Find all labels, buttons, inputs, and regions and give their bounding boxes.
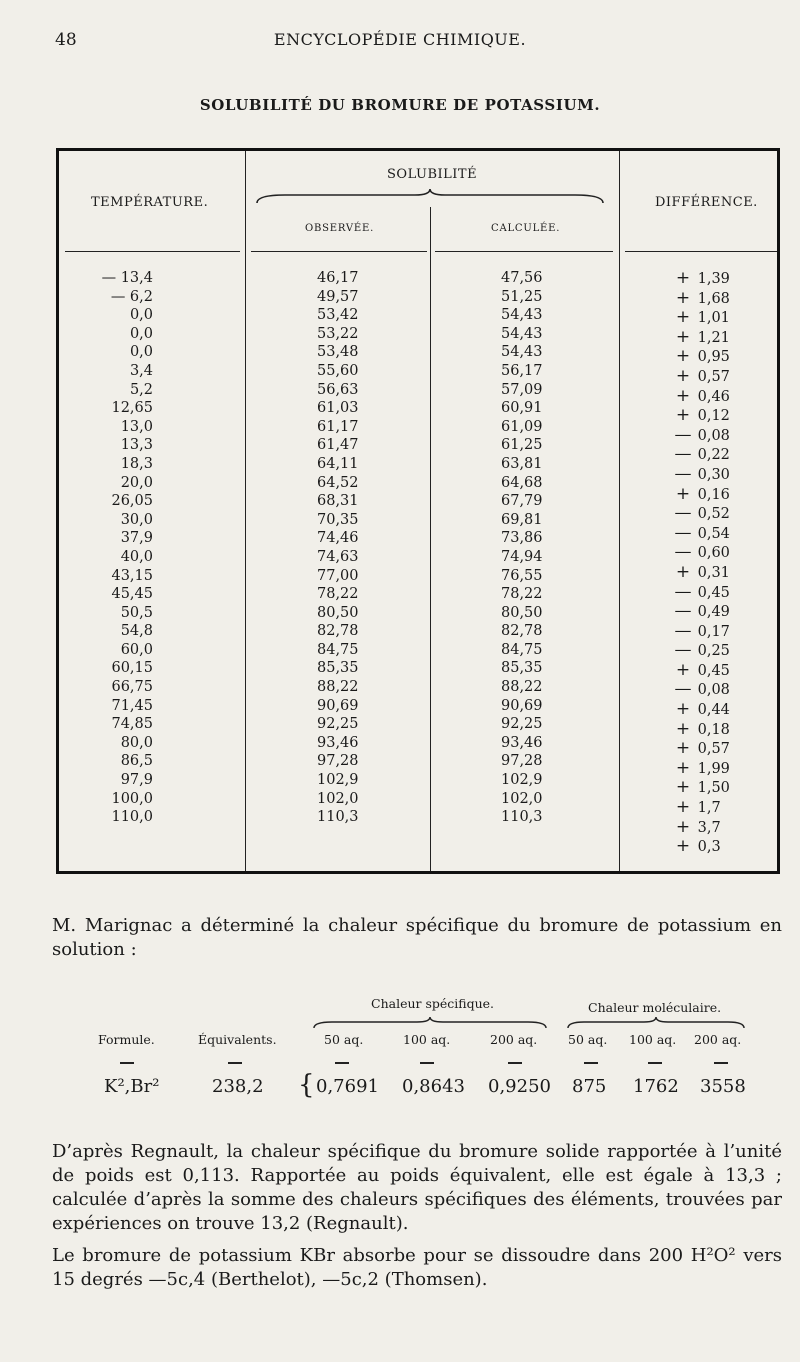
cell-diff-sign: + xyxy=(675,659,691,680)
header-chaleur-specifique: Chaleur spécifique. xyxy=(371,996,495,1011)
cell-temp: 97,9 xyxy=(120,772,153,789)
specific-heat-table xyxy=(0,990,800,1110)
cell-obs: 64,11 xyxy=(317,455,359,472)
header-observee: OBSERVÉE. xyxy=(305,223,375,234)
cell-diff-value: 0,45 xyxy=(693,662,730,679)
cell-diff xyxy=(673,680,730,700)
col-100aq-mol: 100 aq. xyxy=(629,1032,677,1047)
cell-diff-sign: — xyxy=(674,503,692,524)
cell-diff-sign: + xyxy=(675,816,691,837)
cell-diff-value: 0,57 xyxy=(693,741,730,758)
cell-calc: 84,75 xyxy=(501,641,543,658)
cell-calc: 61,25 xyxy=(501,437,543,454)
cell-temp: 60,0 xyxy=(120,641,153,658)
cell-calc: 57,09 xyxy=(501,381,543,398)
cell-calc: 56,17 xyxy=(501,362,543,379)
cell-diff-sign: + xyxy=(675,699,691,720)
cell-diff-value: 1,21 xyxy=(693,329,730,346)
cell-calc: 97,28 xyxy=(501,753,543,770)
cell-diff-value: 0,60 xyxy=(693,545,730,562)
cell-calc: 88,22 xyxy=(501,679,543,696)
running-title: ENCYCLOPÉDIE CHIMIQUE. xyxy=(273,30,527,49)
cell-temp: 100,0 xyxy=(111,790,153,807)
cell-diff-sign: — xyxy=(674,640,692,661)
brace-chaleur-specifique xyxy=(312,1016,548,1030)
dash xyxy=(508,1062,522,1064)
value-50aq-mol: 875 xyxy=(572,1076,607,1097)
cell-calc: 92,25 xyxy=(501,716,543,733)
value-100aq: 0,8643 xyxy=(402,1076,465,1097)
cell-obs: 53,42 xyxy=(317,307,359,324)
cell-diff-sign: — xyxy=(674,620,692,641)
value-50aq: 0,7691 xyxy=(316,1076,379,1097)
col-200aq: 200 aq. xyxy=(490,1032,538,1047)
cell-diff-value: 0,08 xyxy=(693,427,730,444)
cell-diff-sign: + xyxy=(675,405,691,426)
brace-chaleur-moleculaire xyxy=(566,1016,746,1030)
cell-diff xyxy=(673,308,730,328)
cell-diff-sign: — xyxy=(674,601,692,622)
cell-temp: 26,05 xyxy=(111,493,153,510)
cell-diff xyxy=(673,289,730,309)
cell-diff-sign: + xyxy=(675,346,691,367)
cell-diff-value: 0,18 xyxy=(693,721,730,738)
cell-obs: 84,75 xyxy=(317,641,359,658)
cell-calc: 73,86 xyxy=(501,530,543,547)
cell-diff-sign: + xyxy=(675,797,691,818)
cell-temp: 86,5 xyxy=(120,753,153,770)
cell-diff-value: 0,16 xyxy=(693,486,730,503)
header-rule xyxy=(435,251,613,252)
cell-temp: 54,8 xyxy=(120,623,153,640)
dash xyxy=(335,1062,349,1064)
cell-obs: 55,60 xyxy=(317,362,359,379)
cell-obs: 85,35 xyxy=(317,660,359,677)
cell-temp: 5,2 xyxy=(129,381,153,398)
cell-calc: 80,50 xyxy=(501,604,543,621)
cell-calc: 63,81 xyxy=(501,455,543,472)
solubility-table xyxy=(56,148,780,874)
value-200aq-mol: 3558 xyxy=(700,1076,746,1097)
cell-obs: 64,52 xyxy=(317,474,359,491)
cell-diff-value: 0,54 xyxy=(693,525,730,542)
cell-diff-value: 0,12 xyxy=(693,408,730,425)
cell-diff-value: 0,44 xyxy=(693,702,730,719)
header-rule xyxy=(251,251,427,252)
equivalent-value: 238,2 xyxy=(212,1076,264,1097)
cell-temp: — 6,2 xyxy=(110,288,153,305)
cell-diff-value: 1,39 xyxy=(693,271,730,287)
cell-diff-sign: + xyxy=(675,738,691,759)
cell-diff-value: 0,22 xyxy=(693,447,730,464)
cell-diff-value: 0,25 xyxy=(693,643,730,660)
cell-obs: 90,69 xyxy=(317,697,359,714)
cell-diff xyxy=(673,367,730,387)
cell-diff xyxy=(673,641,730,661)
solubilite-brace xyxy=(255,187,605,207)
col-divider xyxy=(619,151,620,871)
cell-calc: 61,09 xyxy=(501,418,543,435)
cell-calc: 74,94 xyxy=(501,548,543,565)
cell-obs: 61,47 xyxy=(317,437,359,454)
formula-value: K²,Br² xyxy=(104,1076,160,1097)
cell-diff-value: 0,31 xyxy=(693,564,730,581)
cell-diff-value: 0,52 xyxy=(693,506,730,523)
cell-diff-sign: — xyxy=(674,522,692,543)
cell-diff-value: 0,3 xyxy=(693,839,721,856)
label-formule: Formule. xyxy=(98,1032,155,1047)
cell-diff-value: 1,7 xyxy=(693,800,721,817)
brace-left: { xyxy=(298,1070,315,1100)
cell-obs: 56,63 xyxy=(317,381,359,398)
cell-obs: 102,0 xyxy=(317,790,359,807)
cell-diff xyxy=(673,445,730,465)
cell-diff xyxy=(673,837,730,857)
col-100aq: 100 aq. xyxy=(403,1032,451,1047)
paragraph-regnault: D’après Regnault, la chaleur spécifique du bromure solide rapportée à l’unité de poids est 0,113. Rapportée au poids équivalent, elle est égale à 13,3 ; calculée d’après la somme des chaleurs spécifiques des éléments, trouvées par expériences on trouve 13,2 (Regnault). xyxy=(52,1141,782,1234)
cell-diff-value: 0,17 xyxy=(693,623,730,640)
cell-diff-sign: + xyxy=(675,561,691,582)
cell-temp: 12,65 xyxy=(111,400,153,417)
cell-diff-value: 0,57 xyxy=(693,368,730,385)
cell-temp: 30,0 xyxy=(120,511,153,528)
cell-calc: 93,46 xyxy=(501,734,543,751)
cell-diff-value: 1,01 xyxy=(693,310,730,327)
cell-diff-sign: — xyxy=(674,581,692,602)
dash xyxy=(120,1062,134,1064)
cell-obs: 68,31 xyxy=(317,493,359,510)
cell-diff-value: 3,7 xyxy=(693,819,721,836)
cell-calc: 102,0 xyxy=(501,790,543,807)
cell-temp: 71,45 xyxy=(111,697,153,714)
cell-diff xyxy=(673,759,730,779)
cell-temp: 74,85 xyxy=(111,716,153,733)
page-number: 48 xyxy=(55,30,77,50)
cell-temp: 0,0 xyxy=(129,325,153,342)
cell-obs: 74,63 xyxy=(317,548,359,565)
cell-diff-value: 0,45 xyxy=(693,584,730,601)
col-divider xyxy=(245,151,246,871)
cell-diff-value: 0,49 xyxy=(693,604,730,621)
col-divider xyxy=(430,207,431,871)
cell-temp: 45,45 xyxy=(111,586,153,603)
cell-diff-sign: + xyxy=(675,757,691,778)
cell-calc: 54,43 xyxy=(501,325,543,342)
cell-calc: 90,69 xyxy=(501,697,543,714)
cell-diff xyxy=(673,622,730,642)
cell-diff xyxy=(673,504,730,524)
cell-diff-value: 0,95 xyxy=(693,349,730,366)
cell-temp: 3,4 xyxy=(129,362,153,379)
cell-diff-sign: — xyxy=(674,444,692,465)
cell-diff-sign: — xyxy=(674,463,692,484)
cell-diff-value: 1,50 xyxy=(693,780,730,797)
cell-diff xyxy=(673,583,730,603)
cell-temp: 60,15 xyxy=(111,660,153,677)
cell-obs: 74,46 xyxy=(317,530,359,547)
paragraph-dissolution: Le bromure de potassium KBr absorbe pour se dissoudre dans 200 H²O² vers 15 degrés —5c,4 (Berthelot), —5c,2 (Thomsen). xyxy=(52,1245,782,1290)
cell-diff xyxy=(673,818,730,838)
cell-calc: 85,35 xyxy=(501,660,543,677)
calculee-column xyxy=(501,269,543,827)
cell-diff-sign: — xyxy=(674,424,692,445)
cell-diff xyxy=(673,269,730,289)
cell-temp: 80,0 xyxy=(120,734,153,751)
cell-calc: 78,22 xyxy=(501,586,543,603)
col-50aq-mol: 50 aq. xyxy=(568,1032,608,1047)
dash xyxy=(228,1062,242,1064)
cell-obs: 97,28 xyxy=(317,753,359,770)
cell-temp: 18,3 xyxy=(120,455,153,472)
cell-temp: 13,0 xyxy=(120,418,153,435)
cell-calc: 64,68 xyxy=(501,474,543,491)
dash xyxy=(420,1062,434,1064)
cell-diff xyxy=(673,543,730,563)
cell-diff-sign: + xyxy=(675,836,691,857)
cell-obs: 93,46 xyxy=(317,734,359,751)
cell-obs: 46,17 xyxy=(317,270,359,286)
cell-obs: 70,35 xyxy=(317,511,359,528)
header-calculee: CALCULÉE. xyxy=(491,223,561,234)
cell-diff-value: 1,68 xyxy=(693,290,730,307)
value-100aq-mol: 1762 xyxy=(633,1076,679,1097)
cell-temp: 0,0 xyxy=(129,344,153,361)
dash xyxy=(714,1062,728,1064)
cell-temp: 37,9 xyxy=(120,530,153,547)
header-rule xyxy=(65,251,240,252)
cell-diff-sign: — xyxy=(674,542,692,563)
header-chaleur-moleculaire: Chaleur moléculaire. xyxy=(588,1000,722,1015)
cell-calc: 110,3 xyxy=(501,809,543,826)
cell-diff-sign: + xyxy=(675,365,691,386)
cell-calc: 69,81 xyxy=(501,511,543,528)
cell-obs: 110,3 xyxy=(317,809,359,826)
label-equivalents: Équivalents. xyxy=(198,1032,277,1047)
cell-obs: 53,48 xyxy=(317,344,359,361)
cell-diff-sign: + xyxy=(675,385,691,406)
cell-calc: 47,56 xyxy=(501,270,543,286)
cell-diff xyxy=(673,661,730,681)
cell-calc: 60,91 xyxy=(501,400,543,417)
cell-diff-sign: + xyxy=(675,777,691,798)
cell-diff xyxy=(673,524,730,544)
cell-diff xyxy=(673,720,730,740)
cell-calc: 67,79 xyxy=(501,493,543,510)
temperature-column xyxy=(59,269,153,827)
cell-obs: 88,22 xyxy=(317,679,359,696)
cell-diff xyxy=(673,406,730,426)
paragraph-marignac: M. Marignac a déterminé la chaleur spécifique du bromure de potassium en solution : xyxy=(52,915,782,960)
col-50aq: 50 aq. xyxy=(324,1032,364,1047)
cell-diff-sign: — xyxy=(674,679,692,700)
cell-diff xyxy=(673,778,730,798)
cell-obs: 80,50 xyxy=(317,604,359,621)
cell-diff-sign: + xyxy=(675,307,691,328)
cell-obs: 49,57 xyxy=(317,288,359,305)
cell-calc: 51,25 xyxy=(501,288,543,305)
cell-obs: 61,17 xyxy=(317,418,359,435)
cell-calc: 82,78 xyxy=(501,623,543,640)
cell-diff xyxy=(673,798,730,818)
cell-diff-value: 1,99 xyxy=(693,760,730,777)
dash xyxy=(584,1062,598,1064)
cell-diff xyxy=(673,739,730,759)
header-rule xyxy=(625,251,777,252)
cell-temp: 13,3 xyxy=(120,437,153,454)
cell-temp: 50,5 xyxy=(120,604,153,621)
cell-obs: 77,00 xyxy=(317,567,359,584)
value-200aq: 0,9250 xyxy=(488,1076,551,1097)
cell-calc: 102,9 xyxy=(501,772,543,789)
cell-temp: 0,0 xyxy=(129,307,153,324)
cell-diff xyxy=(673,485,730,505)
header-temperature: TEMPÉRATURE. xyxy=(91,195,209,210)
cell-diff-sign: + xyxy=(675,326,691,347)
cell-obs: 82,78 xyxy=(317,623,359,640)
cell-diff xyxy=(673,328,730,348)
dash xyxy=(648,1062,662,1064)
cell-obs: 53,22 xyxy=(317,325,359,342)
cell-calc: 54,43 xyxy=(501,307,543,324)
cell-temp: 66,75 xyxy=(111,679,153,696)
cell-diff xyxy=(673,563,730,583)
cell-diff-value: 0,30 xyxy=(693,466,730,483)
col-200aq-mol: 200 aq. xyxy=(694,1032,742,1047)
table-title: SOLUBILITÉ DU BROMURE DE POTASSIUM. xyxy=(199,96,601,114)
observee-column xyxy=(317,269,359,827)
cell-obs: 61,03 xyxy=(317,400,359,417)
cell-obs: 78,22 xyxy=(317,586,359,603)
cell-diff-sign: + xyxy=(675,268,691,288)
cell-diff-sign: + xyxy=(675,483,691,504)
cell-diff xyxy=(673,602,730,622)
cell-diff xyxy=(673,465,730,485)
cell-diff xyxy=(673,700,730,720)
cell-diff-sign: + xyxy=(675,287,691,308)
cell-obs: 92,25 xyxy=(317,716,359,733)
cell-diff-sign: + xyxy=(675,718,691,739)
cell-calc: 76,55 xyxy=(501,567,543,584)
cell-temp: 110,0 xyxy=(111,809,153,826)
header-difference: DIFFÉRENCE. xyxy=(655,195,758,210)
cell-temp: — 13,4 xyxy=(101,270,153,286)
header-solubilite: SOLUBILITÉ xyxy=(387,167,478,182)
cell-temp: 40,0 xyxy=(120,548,153,565)
cell-temp: 43,15 xyxy=(111,567,153,584)
difference-column xyxy=(673,269,730,857)
cell-temp: 20,0 xyxy=(120,474,153,491)
cell-obs: 102,9 xyxy=(317,772,359,789)
cell-diff-value: 0,46 xyxy=(693,388,730,405)
cell-diff-value: 0,08 xyxy=(693,682,730,699)
cell-diff xyxy=(673,347,730,367)
cell-diff xyxy=(673,426,730,446)
cell-calc: 54,43 xyxy=(501,344,543,361)
cell-diff xyxy=(673,387,730,407)
